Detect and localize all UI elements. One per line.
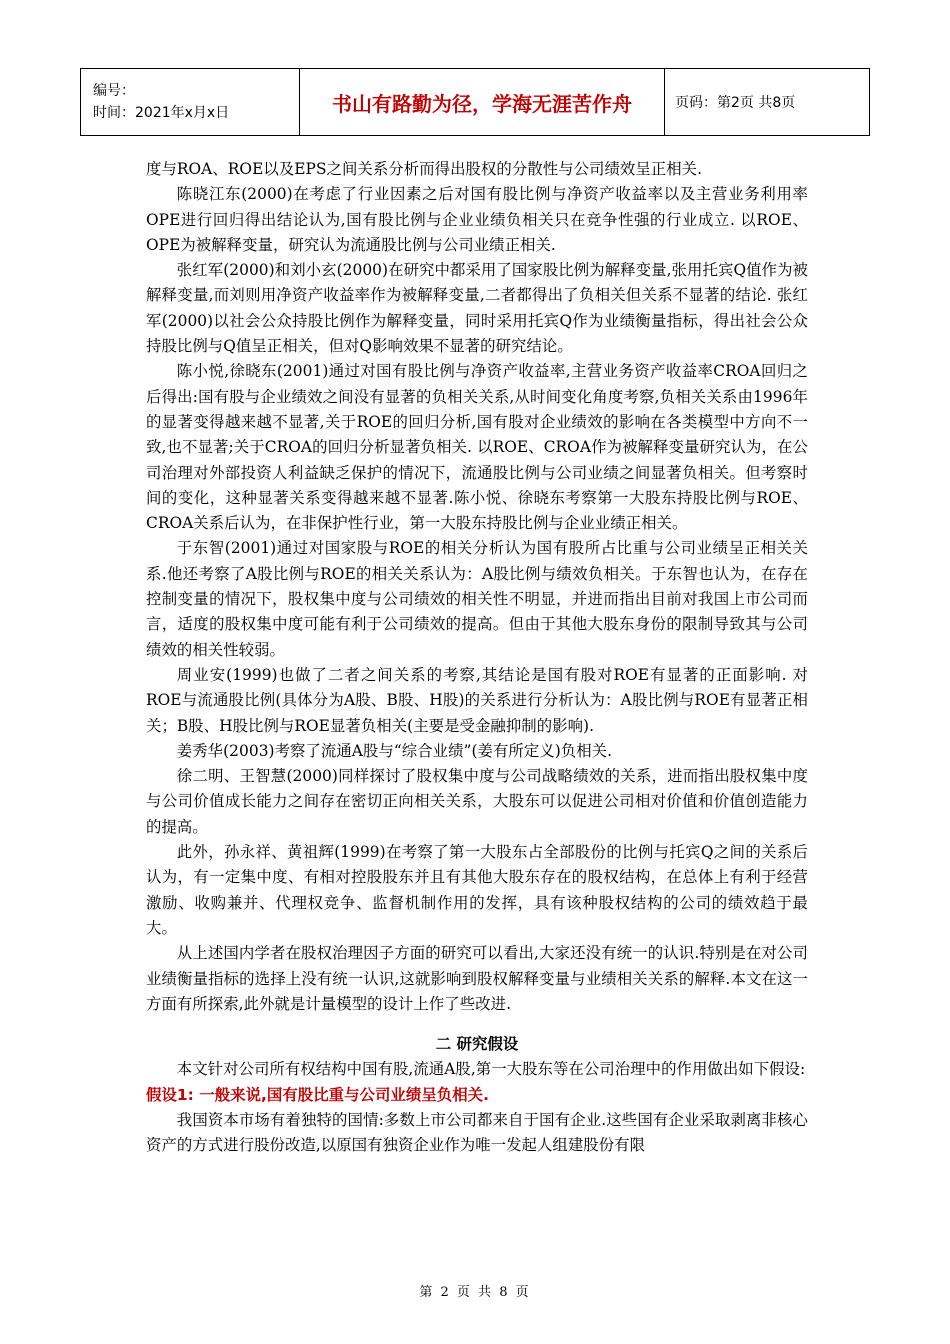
page-footer: 第 2 页 共 8 页 — [419, 1285, 531, 1300]
paragraph: 陈小悦,徐晓东(2001)通过对国有股比例与净资产收益率,主营业务资产收益率CROA回归之后得出:国有股与企业绩效之间没有显著的负相关关系,从时间变化角度考察,负相关关系由1996年的显著变得越来越不显著,关于ROE的回归分析,国有股对企业绩效的影响在各类模型中方向不一致,也不显著;关于CROA的回归分析显著负相关. 以ROE、CROA作为被解释变量研究认为，在公司治理对外部投资人利益缺乏保护的情况下，流通股比例与公司业绩之间显著负相关。但考察时间的变化，这种显著关系变得越来越不显著.陈小悦、徐晓东考察第一大股东持股比例与ROE、CROA关系后认为，在非保护性行业，第一大股东持股比例与企业业绩正相关。 — [146, 362, 808, 533]
paragraph: 此外，孙永祥、黄祖辉(1999)在考察了第一大股东占全部股份的比例与托宾Q之间的关系后认为，有一定集中度、有相对控股股东并且有其他大股东存在的股权结构，在总体上有利于经营激励、收购兼并、代理权竞争、监督机制作用的发挥，具有该种股权结构的公司的绩效趋于最大。 — [146, 843, 808, 937]
paragraph: 于东智(2001)通过对国家股与ROE的相关分析认为国有股所占比重与公司业绩呈正相关关系.他还考察了A股比例与ROE的相关关系认为：A股比例与绩效负相关。于东智也认为，在存在控制变量的情况下，股权集中度与公司绩效的相关性不明显，并进而指出目前对我国上市公司而言，适度的股权集中度可能有利于公司绩效的提高。但由于其他大股东身份的限制导致其与公司绩效的相关性较弱。 — [146, 539, 808, 659]
section-heading: 二 研究假设 — [435, 1035, 519, 1054]
paragraph: 徐二明、王智慧(2000)同样探讨了股权集中度与公司战略绩效的关系，进而指出股权集中度与公司价值成长能力之间存在密切正向相关关系，大股东可以促进公司相对价值和价值创造能力的提高。 — [146, 767, 808, 836]
paragraph: 周业安(1999)也做了二者之间关系的考察,其结论是国有股对ROE有显著的正面影响. 对ROE与流通股比例(具体分为A股、B股、H股)的关系进行分析认为：A股比例与ROE有显著正相关；B股、H股比例与ROE显著负相关(主要是受金融抑制的影响). — [146, 665, 808, 735]
header-motto: 书山有路勤为径，学海无涯苦作舟 — [300, 69, 665, 136]
header-meta — [81, 69, 300, 136]
document-body — [146, 157, 808, 1159]
header-page-number: 页码：第2页 共8页 — [665, 69, 870, 136]
hypothesis-heading: 假设1: 一般来说,国有股比重与公司业绩呈负相关. — [146, 1085, 489, 1104]
header-number: 编号： — [93, 83, 135, 99]
paragraph: 张红军(2000)和刘小玄(2000)在研究中都采用了国家股比例为解释变量,张用托宾Q值作为被解释变量,而刘则用净资产收益率作为被解释变量,二者都得出了负相关但关系不显著的结论. 张红军(2000)以社会公众持股比例作为解释变量，同时采用托宾Q作为业绩衡量指标，得出社会公众持股比例与Q值呈正相关，但对Q影响效果不显著的研究结论。 — [146, 261, 808, 356]
page-header — [80, 68, 870, 136]
section-intro: 本文针对公司所有权结构中国有股,流通A股,第一大股东等在公司治理中的作用做出如下假设: — [176, 1060, 806, 1079]
paragraph: 度与ROA、ROE以及EPS之间关系分析而得出股权的分散性与公司绩效呈正相关. — [146, 160, 703, 178]
paragraph: 从上述国内学者在股权治理因子方面的研究可以看出,大家还没有统一的认识.特别是在对公司业绩衡量指标的选择上没有统一认识,这就影响到股权解释变量与业绩相关关系的解释.本文在这一方面有所探索,此外就是计量模型的设计上作了些改进. — [146, 944, 808, 1013]
header-time: 时间：2021年x月x日 — [93, 105, 230, 121]
paragraph: 姜秀华(2003)考察了流通A股与“综合业绩”(姜有所定义)负相关. — [176, 741, 613, 760]
paragraph: 陈晓江东(2000)在考虑了行业因素之后对国有股比例与净资产收益率以及主营业务利用率OPE进行回归得出结论认为,国有股比例与企业业绩负相关只在竞争性强的行业成立. 以ROE、OPE为被解释变量，研究认为流通股比例与公司业绩正相关. — [146, 185, 808, 254]
paragraph: 我国资本市场有着独特的国情:多数上市公司都来自于国有企业.这些国有企业采取剥离非核心资产的方式进行股份改造,以原国有独资企业作为唯一发起人组建股份有限 — [146, 1110, 808, 1155]
